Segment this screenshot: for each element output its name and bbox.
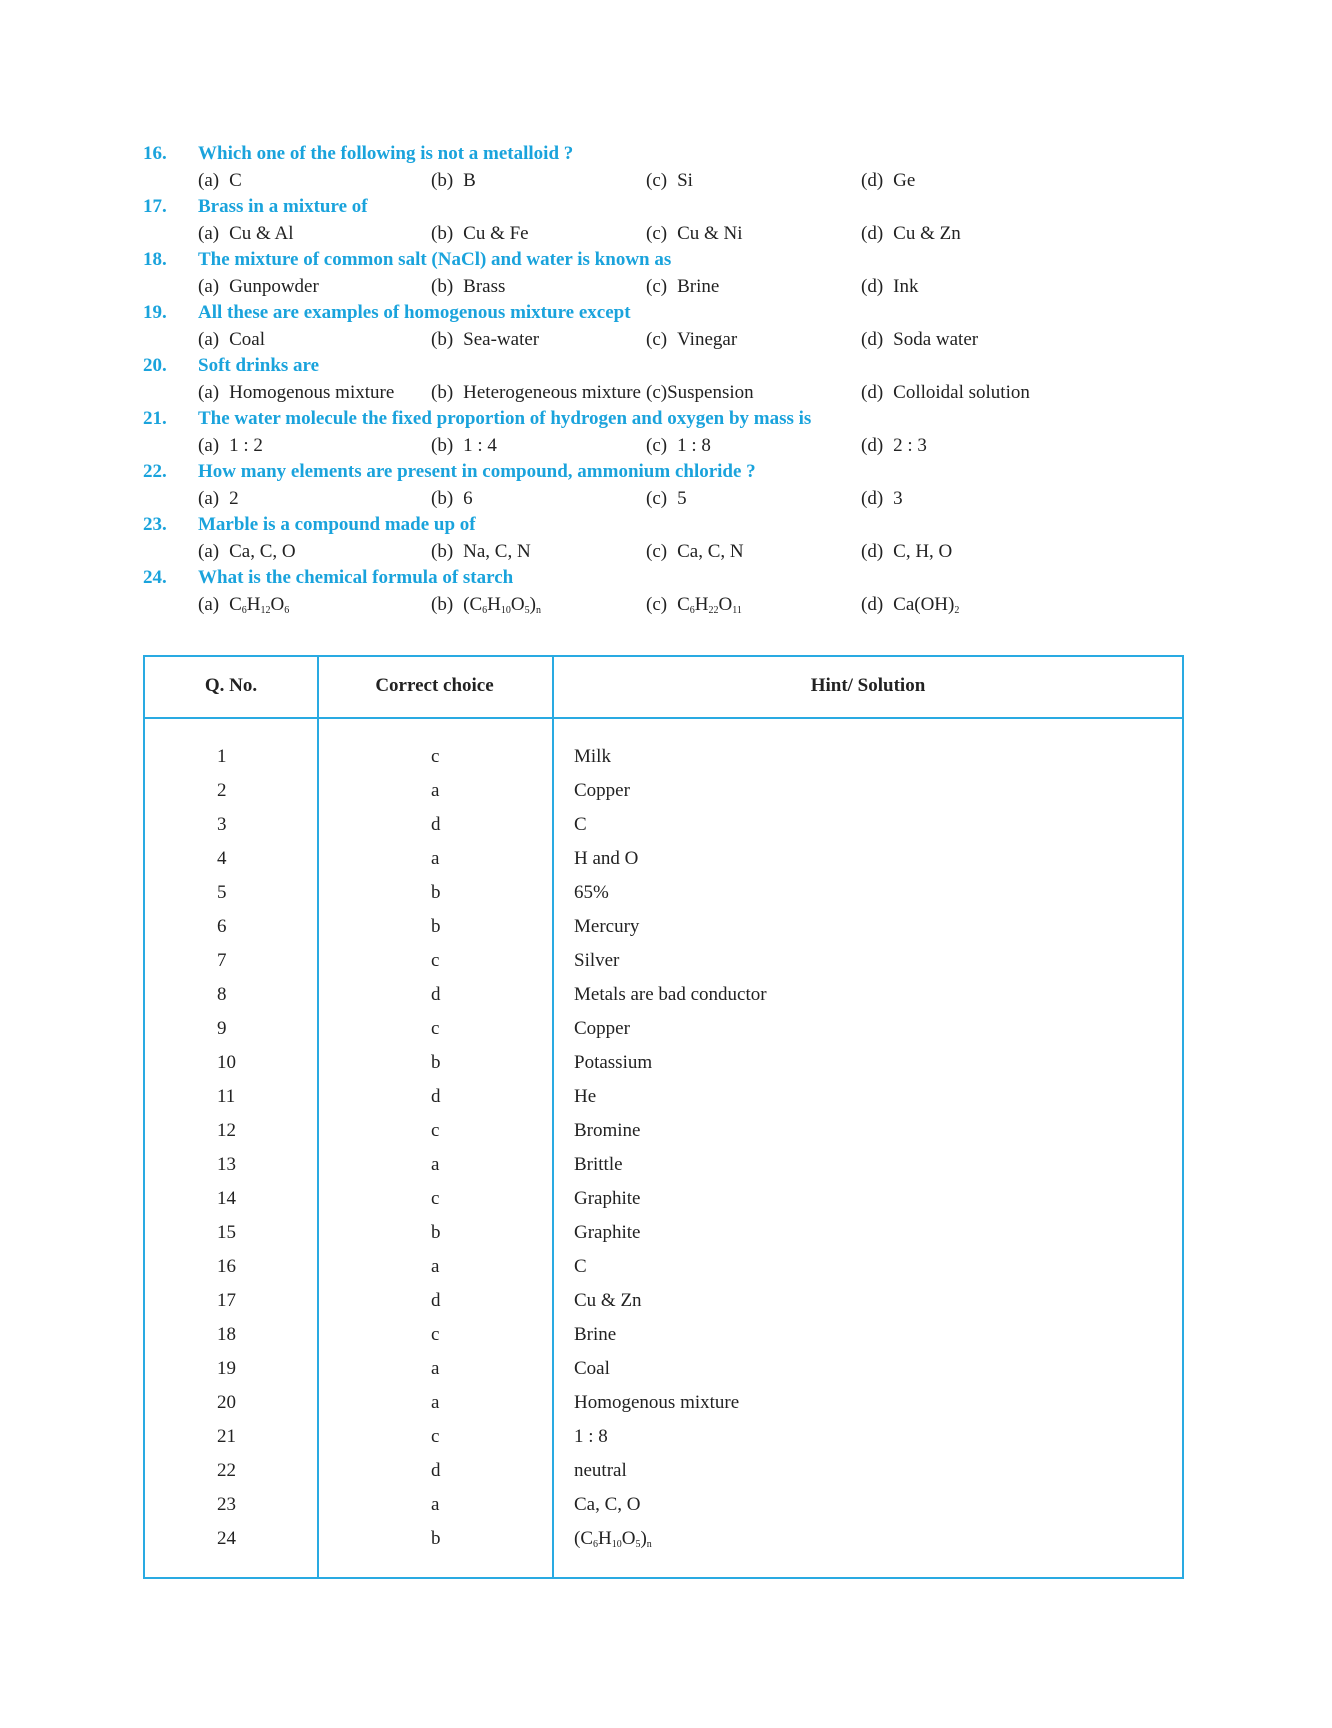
question-text: All these are examples of homogenous mixture except <box>198 302 631 323</box>
option-value: Homogenous mixture <box>229 381 395 403</box>
question-number: 23. <box>143 514 167 535</box>
table-row <box>145 1250 1182 1284</box>
table-row <box>145 876 1182 910</box>
option-label: (c) <box>646 434 668 456</box>
option-label: (d) <box>861 434 884 456</box>
option-b <box>431 327 539 354</box>
question-number: 16. <box>143 143 167 164</box>
option-b <box>431 221 529 248</box>
correct-choice-cell: d <box>431 984 441 1005</box>
option-label: (a) <box>198 169 220 191</box>
option-label: (b) <box>431 593 454 615</box>
option-value: 3 <box>893 487 903 509</box>
question-options <box>143 433 1203 460</box>
hint-cell: Copper <box>574 1018 630 1039</box>
correct-choice-cell: c <box>431 1018 440 1039</box>
question-number-cell: 15 <box>217 1222 236 1243</box>
hint-cell: Graphite <box>574 1188 641 1209</box>
option-value: 1 : 2 <box>229 434 263 456</box>
table-row <box>145 1284 1182 1318</box>
option-c <box>646 592 742 619</box>
option-d <box>861 539 952 566</box>
question-options <box>143 327 1203 354</box>
question-number: 19. <box>143 302 167 323</box>
option-label: (a) <box>198 275 220 297</box>
option-value: Gunpowder <box>229 275 319 297</box>
header-hint-solution: Hint/ Solution <box>810 675 926 696</box>
question-list <box>143 141 1203 618</box>
option-value: 2 : 3 <box>893 434 927 456</box>
correct-choice-cell: d <box>431 1290 441 1311</box>
hint-cell: Brittle <box>574 1154 623 1175</box>
option-value: Soda water <box>893 328 979 350</box>
option-label: (a) <box>198 328 220 350</box>
option-label: (a) <box>198 434 220 456</box>
option-b <box>431 433 497 460</box>
question-number-cell: 3 <box>217 814 227 835</box>
question-number: 17. <box>143 196 167 217</box>
option-value: Ge <box>893 169 916 191</box>
correct-choice-cell: a <box>431 1154 440 1175</box>
hint-cell: Cu & Zn <box>574 1290 642 1311</box>
option-b <box>431 274 505 301</box>
hint-cell: Ca, C, O <box>574 1494 641 1515</box>
question-number-cell: 7 <box>217 950 227 971</box>
option-b <box>431 539 531 566</box>
question-options <box>143 274 1203 301</box>
question-text: Brass in a mixture of <box>198 196 368 217</box>
question-number-cell: 4 <box>217 848 227 869</box>
option-a <box>198 539 296 566</box>
hint-cell: 65% <box>574 882 609 903</box>
hint-cell: Coal <box>574 1358 610 1379</box>
question-text: The mixture of common salt (NaCl) and water is known as <box>198 249 672 270</box>
table-row <box>145 1216 1182 1250</box>
option-value: Cu & Zn <box>893 222 961 244</box>
question-heading <box>143 300 1203 327</box>
question-number-cell: 5 <box>217 882 227 903</box>
option-value: Brass <box>463 275 506 297</box>
question-options <box>143 168 1203 195</box>
option-a <box>198 592 289 619</box>
option-label: (c) <box>646 487 668 509</box>
question-options <box>143 486 1203 513</box>
option-c <box>646 327 737 354</box>
option-label: (b) <box>431 540 454 562</box>
option-label: (c) <box>646 540 668 562</box>
option-d <box>861 592 959 619</box>
option-d <box>861 168 915 195</box>
question-number-cell: 9 <box>217 1018 227 1039</box>
option-d <box>861 380 1030 407</box>
option-value: Na, C, N <box>463 540 531 562</box>
option-b <box>431 486 473 513</box>
table-row <box>145 1420 1182 1454</box>
answer-rows <box>145 740 1182 1556</box>
option-label: (d) <box>861 222 884 244</box>
option-value: $C_6H_{12}O_6$ <box>229 593 290 616</box>
question-number-cell: 1 <box>217 746 227 767</box>
question-number-cell: 24 <box>217 1528 236 1549</box>
option-label: (d) <box>861 540 884 562</box>
question-options <box>143 592 1203 619</box>
option-label: (a) <box>198 540 220 562</box>
option-value: Cu & Fe <box>463 222 529 244</box>
option-value: C <box>229 169 242 191</box>
option-label: (c) <box>646 328 668 350</box>
option-c <box>646 486 687 513</box>
option-value: Ca, C, O <box>229 540 296 562</box>
question-text: Which one of the following is not a metalloid ? <box>198 143 574 164</box>
hint-cell: Silver <box>574 950 620 971</box>
correct-choice-cell: c <box>431 1426 440 1447</box>
question-heading <box>143 459 1203 486</box>
hint-cell: H and O <box>574 848 639 869</box>
option-b <box>431 168 476 195</box>
hint-cell: neutral <box>574 1460 627 1481</box>
option-label: (a) <box>198 593 220 615</box>
question-number-cell: 20 <box>217 1392 236 1413</box>
correct-choice-cell: d <box>431 1086 441 1107</box>
table-row <box>145 1080 1182 1114</box>
correct-choice-cell: d <box>431 814 441 835</box>
question-number-cell: 23 <box>217 1494 236 1515</box>
option-b <box>431 592 541 619</box>
correct-choice-cell: d <box>431 1460 441 1481</box>
table-row <box>145 1148 1182 1182</box>
option-c <box>646 274 719 301</box>
table-row <box>145 910 1182 944</box>
question-number-cell: 19 <box>217 1358 236 1379</box>
hint-cell: Metals are bad conductor <box>574 984 767 1005</box>
option-value: Cu & Al <box>229 222 294 244</box>
option-label: (c) <box>646 222 668 244</box>
option-label: (a) <box>198 381 220 403</box>
correct-choice-cell: b <box>431 1528 441 1549</box>
correct-choice-cell: a <box>431 848 440 869</box>
option-label: (d) <box>861 275 884 297</box>
option-label: (b) <box>431 222 454 244</box>
option-a <box>198 380 394 407</box>
option-label: (a) <box>198 487 220 509</box>
question-options <box>143 539 1203 566</box>
option-a <box>198 433 263 460</box>
question-number-cell: 17 <box>217 1290 236 1311</box>
correct-choice-cell: c <box>431 1120 440 1141</box>
header-divider <box>145 717 1182 719</box>
correct-choice-cell: b <box>431 916 441 937</box>
correct-choice-cell: b <box>431 882 441 903</box>
option-c <box>646 380 754 407</box>
question-heading <box>143 194 1203 221</box>
hint-cell: Bromine <box>574 1120 641 1141</box>
option-value: Suspension <box>667 381 754 403</box>
table-row <box>145 944 1182 978</box>
option-value: Ink <box>893 275 919 297</box>
correct-choice-cell: c <box>431 1324 440 1345</box>
correct-choice-cell: a <box>431 1392 440 1413</box>
option-label: (b) <box>431 434 454 456</box>
table-row <box>145 1114 1182 1148</box>
option-c <box>646 168 693 195</box>
option-label: (c) <box>646 381 668 403</box>
table-row <box>145 1352 1182 1386</box>
option-value: $Ca(OH)_2$ <box>893 593 960 616</box>
table-row <box>145 1522 1182 1556</box>
table-row <box>145 1182 1182 1216</box>
option-value: $(C_6H_{10}O_5)_n$ <box>463 593 541 616</box>
hint-cell: Graphite <box>574 1222 641 1243</box>
option-label: (d) <box>861 593 884 615</box>
question-number: 22. <box>143 461 167 482</box>
option-d <box>861 327 978 354</box>
hint-cell: Copper <box>574 780 630 801</box>
question-number: 24. <box>143 567 167 588</box>
option-label: (c) <box>646 275 668 297</box>
option-value: C, H, O <box>893 540 953 562</box>
table-row <box>145 1454 1182 1488</box>
option-label: (c) <box>646 593 668 615</box>
option-a <box>198 168 242 195</box>
option-value: Heterogeneous mixture <box>463 381 641 403</box>
option-value: 2 <box>229 487 239 509</box>
table-row <box>145 774 1182 808</box>
question-options <box>143 221 1203 248</box>
question-heading <box>143 565 1203 592</box>
option-value: 6 <box>463 487 473 509</box>
question-text: How many elements are present in compound, ammonium chloride ? <box>198 461 756 482</box>
option-d <box>861 486 903 513</box>
question-number-cell: 8 <box>217 984 227 1005</box>
correct-choice-cell: a <box>431 1494 440 1515</box>
correct-choice-cell: a <box>431 780 440 801</box>
option-value: Cu & Ni <box>677 222 743 244</box>
question-text: Soft drinks are <box>198 355 320 376</box>
option-label: (c) <box>646 169 668 191</box>
question-text: What is the chemical formula of starch <box>198 567 514 588</box>
question-heading <box>143 406 1203 433</box>
option-value: B <box>463 169 476 191</box>
table-row <box>145 1386 1182 1420</box>
question-text: Marble is a compound made up of <box>198 514 476 535</box>
question-number-cell: 22 <box>217 1460 236 1481</box>
correct-choice-cell: c <box>431 950 440 971</box>
correct-choice-cell: c <box>431 1188 440 1209</box>
question-number: 21. <box>143 408 167 429</box>
question-heading <box>143 247 1203 274</box>
option-label: (b) <box>431 169 454 191</box>
option-label: (b) <box>431 275 454 297</box>
option-b <box>431 380 641 407</box>
question-number-cell: 11 <box>217 1086 236 1107</box>
option-c <box>646 433 711 460</box>
table-row <box>145 808 1182 842</box>
option-a <box>198 221 294 248</box>
option-value: Coal <box>229 328 265 350</box>
option-label: (b) <box>431 381 454 403</box>
question-number-cell: 16 <box>217 1256 236 1277</box>
option-label: (b) <box>431 487 454 509</box>
option-label: (d) <box>861 487 884 509</box>
option-value: Sea-water <box>463 328 540 350</box>
correct-choice-cell: a <box>431 1256 440 1277</box>
option-value: Ca, C, N <box>677 540 744 562</box>
option-c <box>646 221 743 248</box>
correct-choice-cell: b <box>431 1052 441 1073</box>
hint-cell: He <box>574 1086 597 1107</box>
table-row <box>145 1488 1182 1522</box>
question-number-cell: 14 <box>217 1188 236 1209</box>
option-d <box>861 221 961 248</box>
hint-cell: Milk <box>574 746 611 767</box>
hint-cell: C <box>574 1256 587 1277</box>
option-label: (d) <box>861 328 884 350</box>
header-qno: Q. No. <box>204 675 258 696</box>
option-label: (d) <box>861 169 884 191</box>
hint-cell: Brine <box>574 1324 617 1345</box>
option-value: 5 <box>677 487 687 509</box>
question-number: 20. <box>143 355 167 376</box>
question-number-cell: 2 <box>217 780 227 801</box>
question-number-cell: 6 <box>217 916 227 937</box>
correct-choice-cell: b <box>431 1222 441 1243</box>
option-value: Colloidal solution <box>893 381 1030 403</box>
option-d <box>861 433 927 460</box>
table-row <box>145 1046 1182 1080</box>
table-row <box>145 842 1182 876</box>
question-options <box>143 380 1203 407</box>
option-value: Brine <box>677 275 720 297</box>
option-value: 1 : 8 <box>677 434 711 456</box>
hint-cell: 1 : 8 <box>574 1426 608 1447</box>
question-number-cell: 12 <box>217 1120 236 1141</box>
option-a <box>198 327 265 354</box>
correct-choice-cell: c <box>431 746 440 767</box>
hint-cell: Homogenous mixture <box>574 1392 740 1413</box>
option-value: 1 : 4 <box>463 434 497 456</box>
option-value: Vinegar <box>677 328 738 350</box>
question-text: The water molecule the fixed proportion of hydrogen and oxygen by mass is <box>198 408 812 429</box>
question-number-cell: 18 <box>217 1324 236 1345</box>
option-c <box>646 539 744 566</box>
question-number-cell: 10 <box>217 1052 236 1073</box>
option-label: (b) <box>431 328 454 350</box>
table-row <box>145 978 1182 1012</box>
correct-choice-cell: a <box>431 1358 440 1379</box>
option-label: (a) <box>198 222 220 244</box>
option-value: Si <box>677 169 693 191</box>
question-number-cell: 13 <box>217 1154 236 1175</box>
option-a <box>198 274 319 301</box>
hint-cell: Potassium <box>574 1052 653 1073</box>
option-a <box>198 486 239 513</box>
option-label: (d) <box>861 381 884 403</box>
answer-table <box>143 655 1184 1579</box>
question-number: 18. <box>143 249 167 270</box>
table-row <box>145 1318 1182 1352</box>
table-row <box>145 740 1182 774</box>
table-row <box>145 1012 1182 1046</box>
header-correct-choice: Correct choice <box>375 675 494 696</box>
question-heading <box>143 141 1203 168</box>
question-heading <box>143 353 1203 380</box>
option-value: $C_6H_{22}O_{11}$ <box>677 593 742 616</box>
hint-cell: Mercury <box>574 916 640 937</box>
hint-cell: C <box>574 814 587 835</box>
option-d <box>861 274 918 301</box>
question-heading <box>143 512 1203 539</box>
hint-cell: $(C_6H_{10}O_5)_n$ <box>574 1528 652 1550</box>
question-number-cell: 21 <box>217 1426 236 1447</box>
